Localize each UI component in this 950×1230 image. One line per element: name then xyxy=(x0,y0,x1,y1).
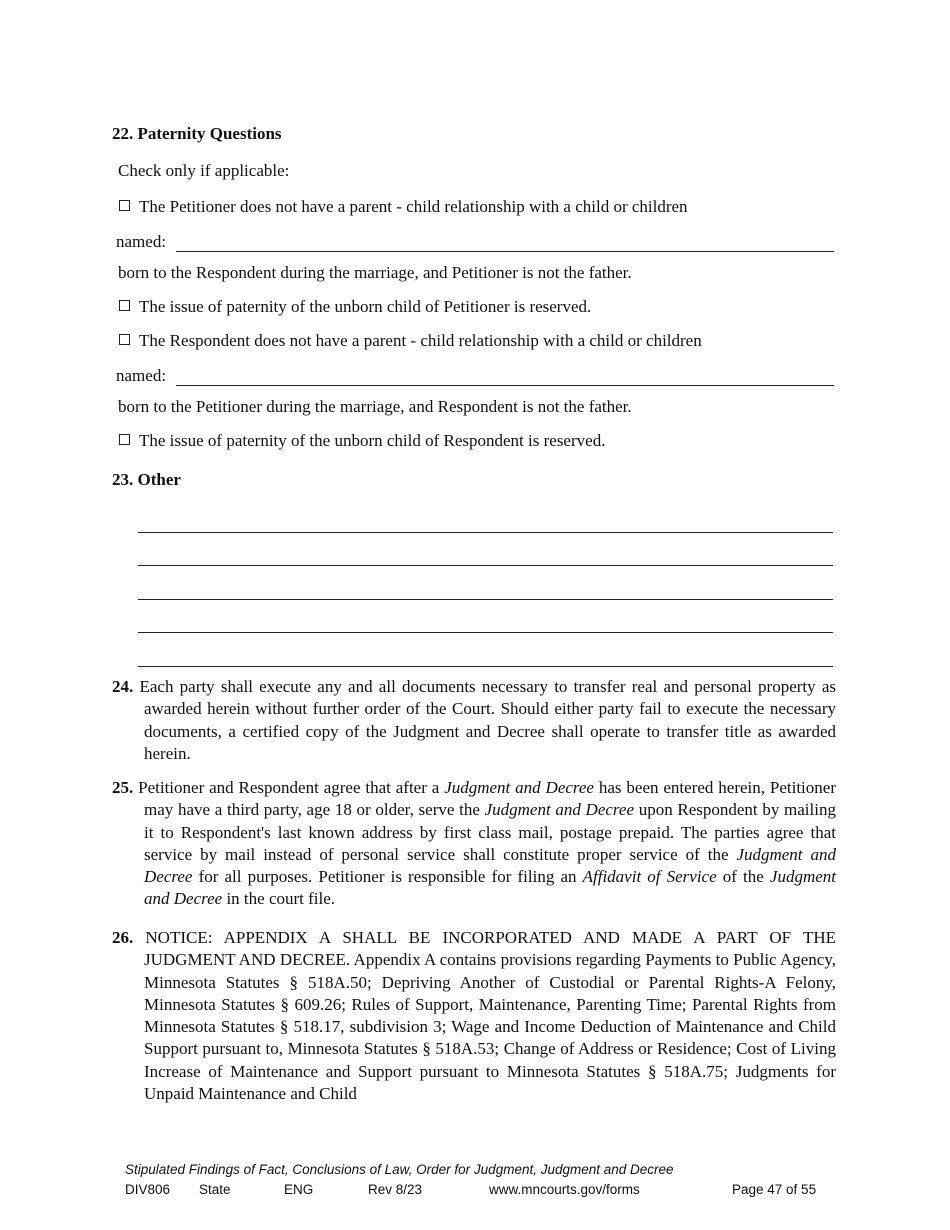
judgment-decree-italic: Judgment and Decree xyxy=(444,778,594,797)
option-respondent-unborn-reserved: The issue of paternity of the unborn child of Respondent is reserved. xyxy=(139,431,606,450)
section-22-heading: 22. Paternity Questions xyxy=(112,124,282,143)
section-25-text: for all purposes. Petitioner is responsible for filing an xyxy=(192,867,583,887)
other-line-5[interactable] xyxy=(138,666,833,667)
other-line-3[interactable] xyxy=(138,599,833,600)
option-petitioner-no-relationship: The Petitioner does not have a parent - child relationship with a child or children xyxy=(139,197,688,216)
other-line-2[interactable] xyxy=(138,565,833,566)
section-25-number: 25. xyxy=(112,778,134,797)
affidavit-of-service-italic: Affidavit of Service xyxy=(582,867,717,887)
named-label: named: xyxy=(116,366,167,385)
respondent-named-children-field[interactable] xyxy=(176,385,834,386)
option-petitioner-unborn-reserved: The issue of paternity of the unborn child of Petitioner is reserved. xyxy=(139,297,592,316)
respondent-unborn-reserved-checkbox[interactable] xyxy=(119,434,130,445)
section-24 xyxy=(112,676,836,765)
section-25 xyxy=(112,777,836,911)
footer-language: ENG xyxy=(284,1182,314,1197)
other-line-1[interactable] xyxy=(138,532,833,533)
footer-page-number: Page 47 of 55 xyxy=(732,1182,817,1197)
section-24-text: Each party shall execute any and all documents necessary to transfer real and personal property as awarded herein without further order of the Court. Should either party fail to execute the necessary documents, a certified copy of the Judgment and Decree shall operate to transfer title as awarded herein. xyxy=(139,677,837,763)
footer-url[interactable]: www.mncourts.gov/forms xyxy=(489,1182,640,1197)
section-25-text: Petitioner and Respondent agree that after a xyxy=(138,778,445,797)
born-to-petitioner-text: born to the Petitioner during the marriage, and Respondent is not the father. xyxy=(118,397,632,416)
section-25-text: in the court file. xyxy=(222,889,336,909)
section-26-text: NOTICE: APPENDIX A SHALL BE INCORPORATED AND MADE A PART OF THE JUDGMENT AND DECREE. Appendix A contains provisions regarding Payments to Public Agency, Minnesota Statutes § 518A.50; Depriving Another of Custodial or Parental Rights-A Felony, Minnesota Statutes § 609.26; Rules of Support, Maintenance, Parenting Time; Parental Rights from Minnesota Statutes § 518.17, subdivision 3; Wage and Income Deduction of Maintenance and Child Support pursuant to, Minnesota Statutes § 518A.53; Change of Address or Residence; Cost of Living Increase of Maintenance and Support pursuant to Minnesota Statutes § 518A.75; Judgments for Unpaid Maintenance and Child xyxy=(144,928,837,1104)
petitioner-unborn-reserved-checkbox[interactable] xyxy=(119,300,130,311)
named-label: named: xyxy=(116,232,167,251)
footer-jurisdiction: State xyxy=(199,1182,231,1197)
section-25-text: upon Respondent by mailing it to Respondent's last known address by first class mail, postage prepaid. The parties agree that service by mail instead of personal service shall constitute proper service of the xyxy=(144,800,836,864)
section-25-text: of the xyxy=(716,867,770,887)
judgment-decree-italic: Judgment and Decree xyxy=(484,800,634,820)
footer-form-title: Stipulated Findings of Fact, Conclusions of Law, Order for Judgment, Judgment and Decree xyxy=(125,1162,674,1177)
section-26 xyxy=(112,927,836,1105)
footer-form-id: DIV806 xyxy=(125,1182,171,1197)
respondent-no-relationship-checkbox[interactable] xyxy=(119,334,130,345)
judgment-decree-italic: Judgment and Decree xyxy=(144,844,836,887)
option-respondent-no-relationship: The Respondent does not have a parent - child relationship with a child or children xyxy=(139,331,702,350)
born-to-respondent-text: born to the Respondent during the marriage, and Petitioner is not the father. xyxy=(118,263,632,282)
other-line-4[interactable] xyxy=(138,632,833,633)
check-note: Check only if applicable: xyxy=(118,161,290,180)
section-24-number: 24. xyxy=(112,677,134,696)
petitioner-no-relationship-checkbox[interactable] xyxy=(119,200,130,211)
petitioner-named-children-field[interactable] xyxy=(176,251,834,252)
section-23-heading: 23. Other xyxy=(112,470,181,489)
footer-revision: Rev 8/23 xyxy=(368,1182,423,1197)
section-26-number: 26. xyxy=(112,928,134,947)
judgment-decree-italic: Judgment and Decree xyxy=(144,867,836,909)
section-25-text: has been entered herein, Petitioner may have a third party, age 18 or older, serve the xyxy=(144,778,836,820)
